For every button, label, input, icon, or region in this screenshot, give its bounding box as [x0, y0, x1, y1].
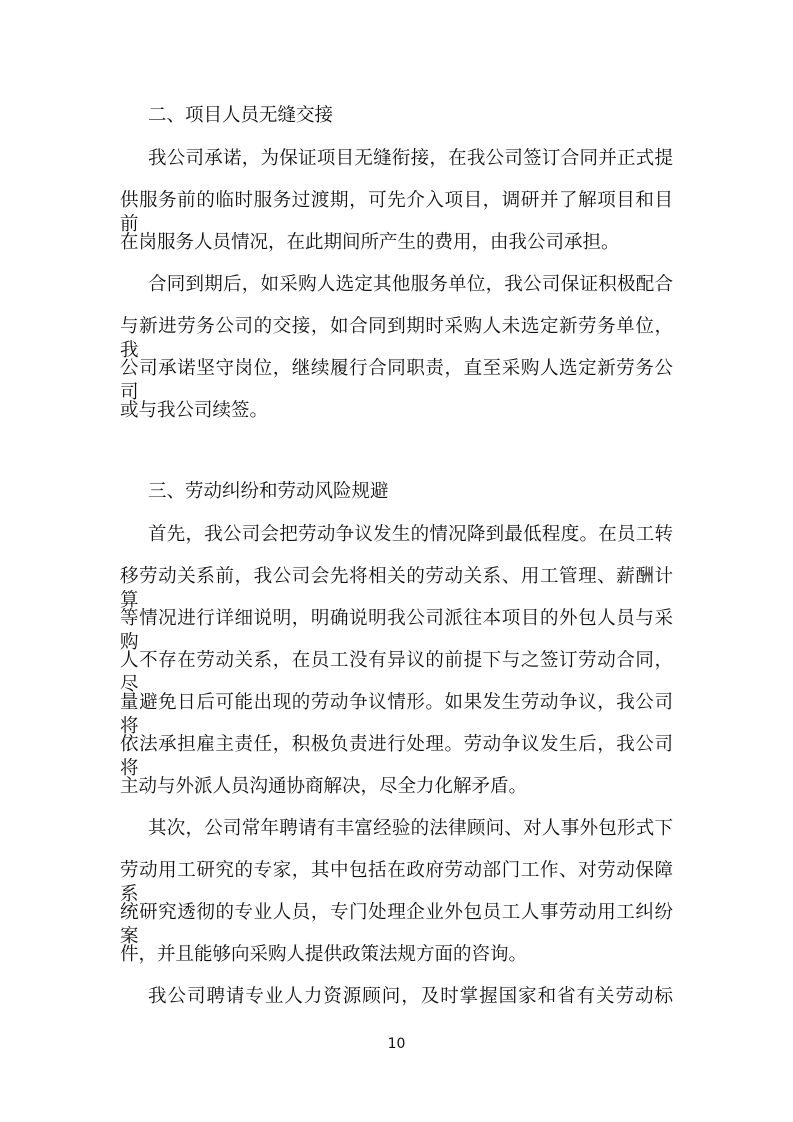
paragraph-line: 首先，我公司会把劳动争议发生的情况降到最低程度。在员工转: [148, 524, 673, 545]
paragraph-line: 我公司聘请专业人力资源顾问，及时掌握国家和省有关劳动标: [148, 986, 673, 1007]
section-heading: 三、劳动纠纷和劳动风险规避: [148, 481, 389, 502]
paragraph-line: 合同到期后，如采购人选定其他服务单位，我公司保证积极配合: [148, 274, 673, 295]
section-heading: 二、项目人员无缝交接: [148, 105, 334, 126]
paragraph-line: 我公司承诺，为保证项目无缝衔接，在我公司签订合同并正式提: [148, 148, 673, 169]
paragraph-line: 移劳动关系前，我公司会先将相关的劳动关系、用工管理、薪酬计算: [120, 566, 673, 611]
page-number: 10: [387, 1036, 406, 1052]
paragraph-line: 劳动用工研究的专家，其中包括在政府劳动部门工作、对劳动保障系: [120, 860, 673, 905]
paragraph-line: 件，并且能够向采购人提供政策法规方面的咨询。: [120, 944, 528, 965]
paragraph-line: 人不存在劳动关系，在员工没有异议的前提下与之签订劳动合同，尽: [120, 650, 673, 695]
paragraph-line: 统研究透彻的专业人员，专门处理企业外包员工人事劳动用工纠纷案: [120, 902, 673, 947]
paragraph-line: 等情况进行详细说明，明确说明我公司派往本项目的外包人员与采购: [120, 608, 673, 653]
paragraph-line: 公司承诺坚守岗位，继续履行合同职责，直至采购人选定新劳务公司: [120, 358, 673, 403]
paragraph-line: 在岗服务人员情况，在此期间所产生的费用，由我公司承担。: [120, 232, 620, 253]
paragraph-line: 主动与外派人员沟通协商解决，尽全力化解矛盾。: [120, 776, 528, 797]
paragraph-line: 其次，公司常年聘请有丰富经验的法律顾问、对人事外包形式下: [148, 818, 673, 839]
paragraph-line: 或与我公司续签。: [120, 400, 269, 421]
paragraph-line: 与新进劳务公司的交接，如合同到期时采购人未选定新劳务单位，我: [120, 316, 673, 361]
paragraph-line: 量避免日后可能出现的劳动争议情形。如果发生劳动争议，我公司将: [120, 692, 673, 737]
paragraph-line: 供服务前的临时服务过渡期，可先介入项目，调研并了解项目和目前: [120, 190, 673, 235]
paragraph-line: 依法承担雇主责任，积极负责进行处理。劳动争议发生后，我公司将: [120, 734, 673, 779]
